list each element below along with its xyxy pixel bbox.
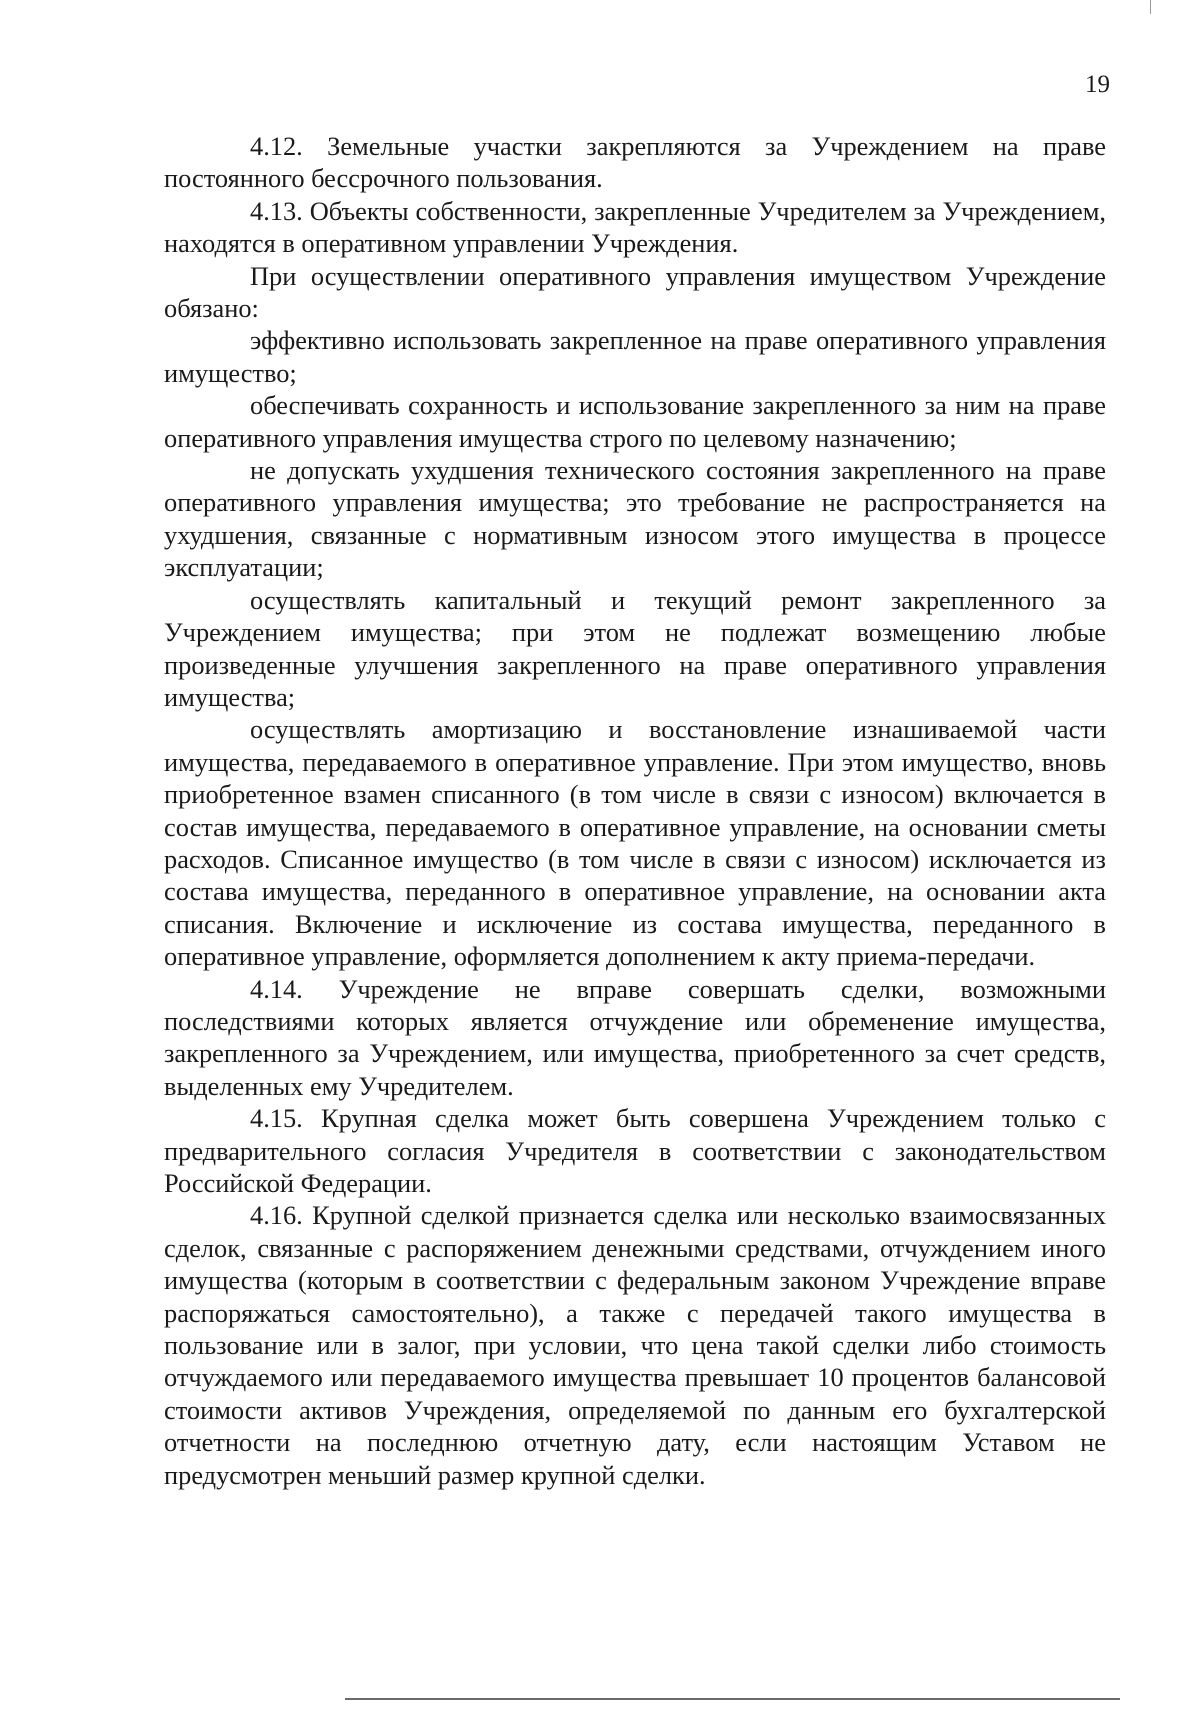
paragraph-4-14: 4.14. Учреждение не вправе совершать сделки, возможными последствиями которых является отчуждение или обременение имущества, закрепленного за Учреждением, или имущества, приобретенного за счет средств, выделенных ему Учредителем. (164, 973, 1106, 1101)
duty-item-repair: осуществлять капитальный и текущий ремонт закрепленного за Учреждением имущества; при этом не подлежат возмещению любые произведенные улучшения закрепленного на праве оперативного управления имущества; (164, 584, 1106, 712)
duty-item-depreciation: осуществлять амортизацию и восстановление изнашиваемой части имущества, передаваемого в оперативное управление. При этом имущество, вновь приобретенное взамен списанного (в том числе в связи с износом) включается в состав имущества, передаваемого в оперативное управление, на основании сметы расходов. Списанное имущество (в том числе в связи с износом) исключается из состава имущества, переданного в оперативное управление, на основании акта списания. Включение и исключение из состава имущества, переданного в оперативное управление, оформляется дополнением к акту приема-передачи. (164, 714, 1106, 972)
duty-item-preservation: обеспечивать сохранность и использование закрепленного за ним на праве оперативного управления имущества строго по целевому назначению; (164, 390, 1106, 453)
document-body (164, 130, 1106, 1491)
scan-edge-mark (1150, 0, 1151, 14)
duty-item-no-deterioration: не допускать ухудшения технического состояния закрепленного на праве оперативного управления имущества; это требование не распространяется на ухудшения, связанные с нормативным износом этого имущества в процессе эксплуатации; (164, 455, 1106, 583)
paragraph-4-12: 4.12. Земельные участки закрепляются за Учреждением на праве постоянного бессрочного пользования. (164, 131, 1106, 194)
paragraph-duties-intro: При осуществлении оперативного управления имуществом Учреждение обязано: (164, 260, 1106, 324)
paragraph-4-15: 4.15. Крупная сделка может быть совершена Учреждением только с предварительного согласия Учредителя в соответствии с законодательством Российской Федерации. (164, 1103, 1106, 1198)
paragraph-4-13: 4.13. Объекты собственности, закрепленные Учредителем за Учреждением, находятся в оперативном управлении Учреждения. (164, 195, 1106, 259)
duty-item-efficient-use: эффективно использовать закрепленное на праве оперативного управления имущество; (164, 325, 1106, 388)
bottom-scan-rule (345, 1698, 1120, 1700)
paragraph-4-16: 4.16. Крупной сделкой признается сделка или несколько взаимосвязанных сделок, связанные с распоряжением денежными средствами, отчуждением иного имущества (которым в соответствии с федеральным законом Учреждение вправе распоряжаться самостоятельно), а также с передачей такого имущества в пользование или в залог, при условии, что цена такой сделки либо стоимость отчуждаемого или передаваемого имущества превышает 10 процентов балансовой стоимости активов Учреждения, определяемой по данным его бухгалтерской отчетности на последнюю отчетную дату, если настоящим Уставом не предусмотрен меньший размер крупной сделки. (164, 1200, 1106, 1490)
page-number: 19 (1085, 71, 1110, 98)
